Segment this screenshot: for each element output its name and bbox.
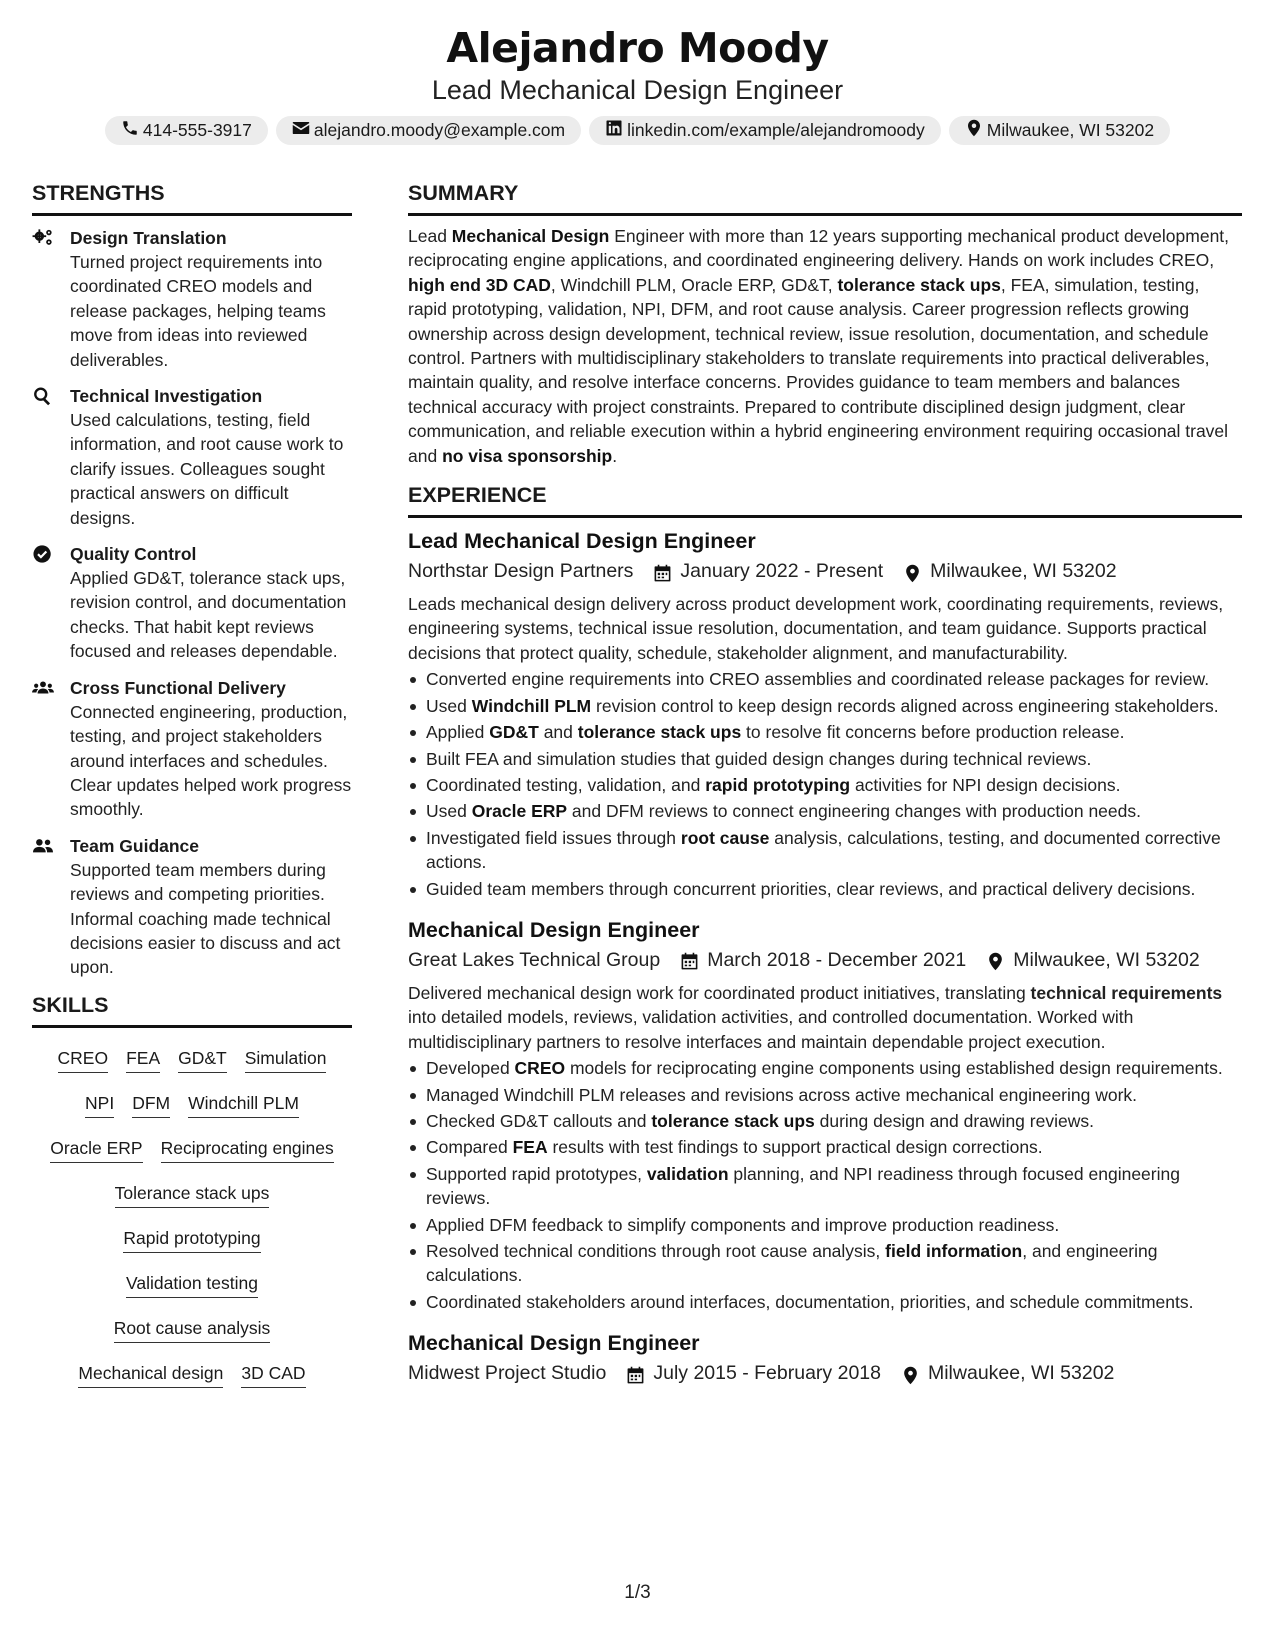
- achievement-item: [408, 826, 1242, 875]
- bold-phrase: FEA: [512, 1137, 548, 1158]
- text-run: Investigated field issues through: [426, 827, 681, 848]
- linkedin-text: linkedin.com/example/alejandromoody: [627, 120, 925, 140]
- text-run: Compared: [426, 1137, 513, 1158]
- job-title: Lead Mechanical Design Engineer: [408, 529, 756, 554]
- skills-section: [32, 992, 352, 1404]
- achievement-item: [408, 773, 1242, 797]
- text-run: Applied DFM feedback to simplify components and improve production readiness.: [426, 1214, 1060, 1235]
- skill-tag: FEA: [126, 1046, 160, 1073]
- strength-desc: Turned project requirements into coordinated CREO models and release packages, helping teams move from ideas into reviewed deliverables.: [70, 252, 326, 370]
- text-run: models for reciprocating engine components using established design requirements.: [565, 1058, 1223, 1079]
- strength-title: Quality Control: [70, 544, 197, 565]
- job-dates: January 2022 - Present: [680, 560, 884, 583]
- job-meta: [408, 945, 1242, 975]
- strength-desc: Used calculations, testing, field information, and root cause work to clarify issues. Colleagues sought practical answers on difficult designs.: [70, 410, 344, 528]
- job-location: Milwaukee, WI 53202: [930, 560, 1117, 583]
- skill-tag: CREO: [58, 1046, 109, 1073]
- candidate-title: Lead Mechanical Design Engineer: [431, 75, 844, 105]
- job-dates: March 2018 - December 2021: [707, 948, 967, 971]
- text-run: Built FEA and simulation studies that guided design changes during technical reviews.: [426, 748, 1092, 769]
- company-name: Northstar Design Partners: [408, 560, 634, 583]
- bold-phrase: tolerance stack ups: [651, 1110, 815, 1131]
- text-run: Used: [426, 801, 472, 822]
- achievement-item: [408, 720, 1242, 744]
- text-run: Managed Windchill PLM releases and revisions across active mechanical engineering work.: [426, 1084, 1138, 1105]
- calendar-icon: [680, 950, 699, 969]
- text-run: Converted engine requirements into CREO assemblies and coordinated release packages for review.: [426, 669, 1210, 690]
- skill-row: [32, 1263, 352, 1308]
- job-entry: [408, 526, 1242, 901]
- bold-phrase: technical requirements: [1030, 982, 1223, 1003]
- skill-row: [32, 1128, 352, 1173]
- achievement-item: [408, 1239, 1242, 1288]
- text-run: Coordinated testing, validation, and: [426, 774, 706, 795]
- experience-heading: EXPERIENCE: [408, 482, 1242, 518]
- strength-item: [32, 834, 352, 980]
- map-pin-icon: [986, 950, 1005, 969]
- bold-phrase: field information: [885, 1241, 1023, 1261]
- user-pair-icon: [32, 836, 54, 856]
- achievement-item: [408, 1083, 1242, 1107]
- job-meta: [408, 556, 1242, 586]
- skill-row: [32, 1038, 352, 1083]
- resume-header: [0, 22, 1275, 145]
- job-title: Mechanical Design Engineer: [408, 917, 700, 942]
- envelope-icon: [292, 119, 310, 142]
- text-run: Developed: [426, 1058, 515, 1079]
- bold-phrase: high end 3D CAD: [408, 274, 551, 295]
- strength-item: [32, 676, 352, 822]
- achievement-item: [408, 1290, 1242, 1314]
- bold-phrase: CREO: [514, 1058, 566, 1079]
- skill-row: [32, 1083, 352, 1128]
- achievement-item: [408, 1162, 1242, 1211]
- skill-row: [32, 1308, 352, 1353]
- skill-tag: Root cause analysis: [114, 1316, 271, 1343]
- job-list: [408, 526, 1242, 1388]
- skill-tag: Reciprocating engines: [161, 1136, 334, 1163]
- strength-desc: Applied GD&T, tolerance stack ups, revision control, and documentation checks. That habit kept reviews focused and releases dependable.: [70, 568, 347, 662]
- text-run: activities for NPI design decisions.: [850, 774, 1121, 795]
- calendar-icon: [626, 1364, 645, 1383]
- location-text: Milwaukee, WI 53202: [986, 120, 1155, 140]
- strength-title: Cross Functional Delivery: [70, 677, 286, 698]
- achievement-item: [408, 1135, 1242, 1159]
- text-run: during design and drawing reviews.: [814, 1110, 1094, 1131]
- skill-tag: Validation testing: [126, 1271, 258, 1298]
- email-text: alejandro.moody@example.com: [313, 120, 566, 140]
- right-column: [408, 180, 1242, 1388]
- map-pin-icon: [901, 1364, 920, 1383]
- strength-item: [32, 542, 352, 664]
- skill-tag: DFM: [132, 1091, 170, 1118]
- gears-icon: [32, 228, 54, 248]
- achievement-item: [408, 667, 1242, 691]
- job-location: Milwaukee, WI 53202: [1013, 948, 1200, 971]
- skill-tag: Oracle ERP: [50, 1136, 142, 1163]
- contact-linkedin[interactable]: [589, 116, 941, 145]
- left-column: [32, 180, 352, 1404]
- text-run: planning, and NPI readiness through focused engineering reviews.: [426, 1163, 1180, 1209]
- candidate-name: Alejandro Moody: [446, 24, 829, 72]
- company-name: Midwest Project Studio: [408, 1362, 607, 1385]
- skill-tag: Windchill PLM: [188, 1091, 299, 1118]
- achievement-item: [408, 694, 1242, 718]
- check-circle-icon: [32, 544, 54, 564]
- text-run: , Windchill PLM, Oracle ERP, GD&T,: [550, 274, 838, 295]
- achievement-item: [408, 1213, 1242, 1237]
- contact-phone[interactable]: [105, 116, 268, 145]
- text-run: and: [538, 722, 578, 743]
- contact-bar: [0, 116, 1275, 145]
- strength-title: Technical Investigation: [70, 386, 263, 407]
- skill-tag: Simulation: [245, 1046, 327, 1073]
- strengths-list: [32, 226, 352, 980]
- job-entry: [408, 1328, 1242, 1388]
- skill-row: [32, 1218, 352, 1263]
- text-run: into detailed models, reviews, validation activities, and controlled documentation. Worked with multidisciplinary partners to resolve interfaces and maintain dependable project execution.: [408, 1007, 1134, 1052]
- strength-item: [32, 226, 352, 372]
- bold-phrase: root cause: [680, 827, 770, 848]
- skill-row: [32, 1173, 352, 1218]
- map-pin-icon: [903, 562, 922, 581]
- achievement-item: [408, 1056, 1242, 1080]
- bold-phrase: no visa sponsorship: [442, 445, 613, 466]
- calendar-icon: [653, 562, 672, 581]
- achievement-list: [408, 667, 1242, 901]
- text-run: , FEA, simulation, testing, rapid prototyping, validation, NPI, DFM, and root cause analysis. Career progression reflects growing ownership across design development, technical review, issue resolution, documentation, and schedule control. Partners with multidisciplinary stakeholders to translate requirements into practical deliverables, maintain quality, and resolve interface concerns. Provides guidance to team members and balances technical accuracy with project constraints. Prepared to contribute disciplined design judgment, clear communication, and reliable execution within a hybrid engineering environment requiring occasional travel and: [408, 274, 1229, 466]
- bold-phrase: rapid prototyping: [705, 774, 851, 795]
- skill-tag: Rapid prototyping: [123, 1226, 260, 1253]
- linkedin-icon: [605, 119, 623, 142]
- text-run: Leads mechanical design delivery across product development work, coordinating requirements, reviews, engineering systems, technical issue resolution, documentation, and team guidance. Supports practical decisions that protect quality, schedule, stakeholder alignment, and manufacturability.: [408, 594, 1224, 663]
- contact-email[interactable]: [276, 116, 581, 145]
- skill-tag: Tolerance stack ups: [115, 1181, 270, 1208]
- skills-heading: SKILLS: [32, 992, 352, 1028]
- phone-icon: [121, 119, 139, 142]
- achievement-item: [408, 1109, 1242, 1133]
- skill-tag: NPI: [85, 1091, 114, 1118]
- achievement-list: [408, 1056, 1242, 1314]
- text-run: Guided team members through concurrent priorities, clear reviews, and practical delivery decisions.: [426, 878, 1196, 899]
- summary-heading: SUMMARY: [408, 180, 1242, 216]
- achievement-item: [408, 877, 1242, 901]
- text-run: Checked GD&T callouts and: [426, 1110, 652, 1131]
- bold-phrase: tolerance stack ups: [577, 722, 742, 743]
- strengths-heading: STRENGTHS: [32, 180, 352, 216]
- job-dates: July 2015 - February 2018: [653, 1362, 881, 1385]
- strength-title: Team Guidance: [70, 835, 200, 856]
- text-run: Engineer with more than 12 years supporting mechanical product development, reciprocating engine applications, and coordinated engineering delivery. Hands on work includes CREO,: [408, 226, 1230, 271]
- skill-tag: GD&T: [178, 1046, 227, 1073]
- skill-tag: Mechanical design: [78, 1361, 223, 1388]
- text-run: , and engineering calculations.: [426, 1241, 1158, 1286]
- job-description: [408, 592, 1242, 665]
- map-pin-icon: [965, 119, 983, 142]
- text-run: Lead: [408, 226, 452, 246]
- text-run: Applied: [426, 722, 490, 743]
- text-run: results with test findings to support practical design corrections.: [547, 1137, 1043, 1158]
- text-run: analysis, calculations, testing, and documented corrective actions.: [426, 827, 1221, 873]
- contact-location[interactable]: [949, 116, 1170, 145]
- text-run: Used: [426, 695, 472, 716]
- achievement-item: [408, 747, 1242, 771]
- bold-phrase: GD&T: [489, 722, 539, 743]
- achievement-item: [408, 799, 1242, 823]
- text-run: revision control to keep design records aligned across engineering stakeholders.: [591, 695, 1219, 716]
- company-name: Great Lakes Technical Group: [408, 948, 661, 971]
- users-group-icon: [32, 678, 54, 698]
- magnifier-icon: [32, 386, 54, 406]
- skill-row: [32, 1353, 352, 1398]
- job-title: Mechanical Design Engineer: [408, 1331, 700, 1356]
- strength-desc: Supported team members during reviews and competing priorities. Informal coaching made technical decisions easier to discuss and act upon.: [70, 859, 341, 978]
- bold-phrase: tolerance stack ups: [837, 274, 1001, 295]
- text-run: Coordinated stakeholders around interfaces, documentation, priorities, and schedule commitments.: [426, 1291, 1194, 1312]
- job-entry: [408, 915, 1242, 1314]
- experience-section: [408, 482, 1242, 1388]
- skills-list: [32, 1038, 352, 1404]
- strength-item: [32, 384, 352, 530]
- text-run: Resolved technical conditions through root cause analysis,: [426, 1241, 886, 1261]
- job-meta: [408, 1358, 1242, 1388]
- text-run: .: [612, 445, 618, 466]
- summary-text: [408, 224, 1242, 468]
- strength-title: Design Translation: [70, 228, 227, 248]
- text-run: and DFM reviews to connect engineering changes with production needs.: [567, 801, 1141, 822]
- strength-desc: Connected engineering, production, testing, and project stakeholders around interfaces and schedules. Clear updates helped work progress smoothly.: [70, 701, 352, 820]
- bold-phrase: Windchill PLM: [471, 695, 592, 716]
- bold-phrase: Mechanical Design: [451, 226, 610, 246]
- bold-phrase: Oracle ERP: [471, 801, 568, 822]
- page-number: 1/3: [624, 1582, 651, 1603]
- text-run: Supported rapid prototypes,: [426, 1163, 647, 1184]
- text-run: Delivered mechanical design work for coordinated product initiatives, translating: [408, 982, 1031, 1003]
- job-description: [408, 981, 1242, 1054]
- text-run: to resolve fit concerns before production release.: [741, 722, 1125, 743]
- bold-phrase: validation: [646, 1163, 729, 1184]
- phone-text: 414-555-3917: [142, 120, 252, 140]
- skill-tag: 3D CAD: [241, 1361, 305, 1388]
- job-location: Milwaukee, WI 53202: [927, 1362, 1115, 1385]
